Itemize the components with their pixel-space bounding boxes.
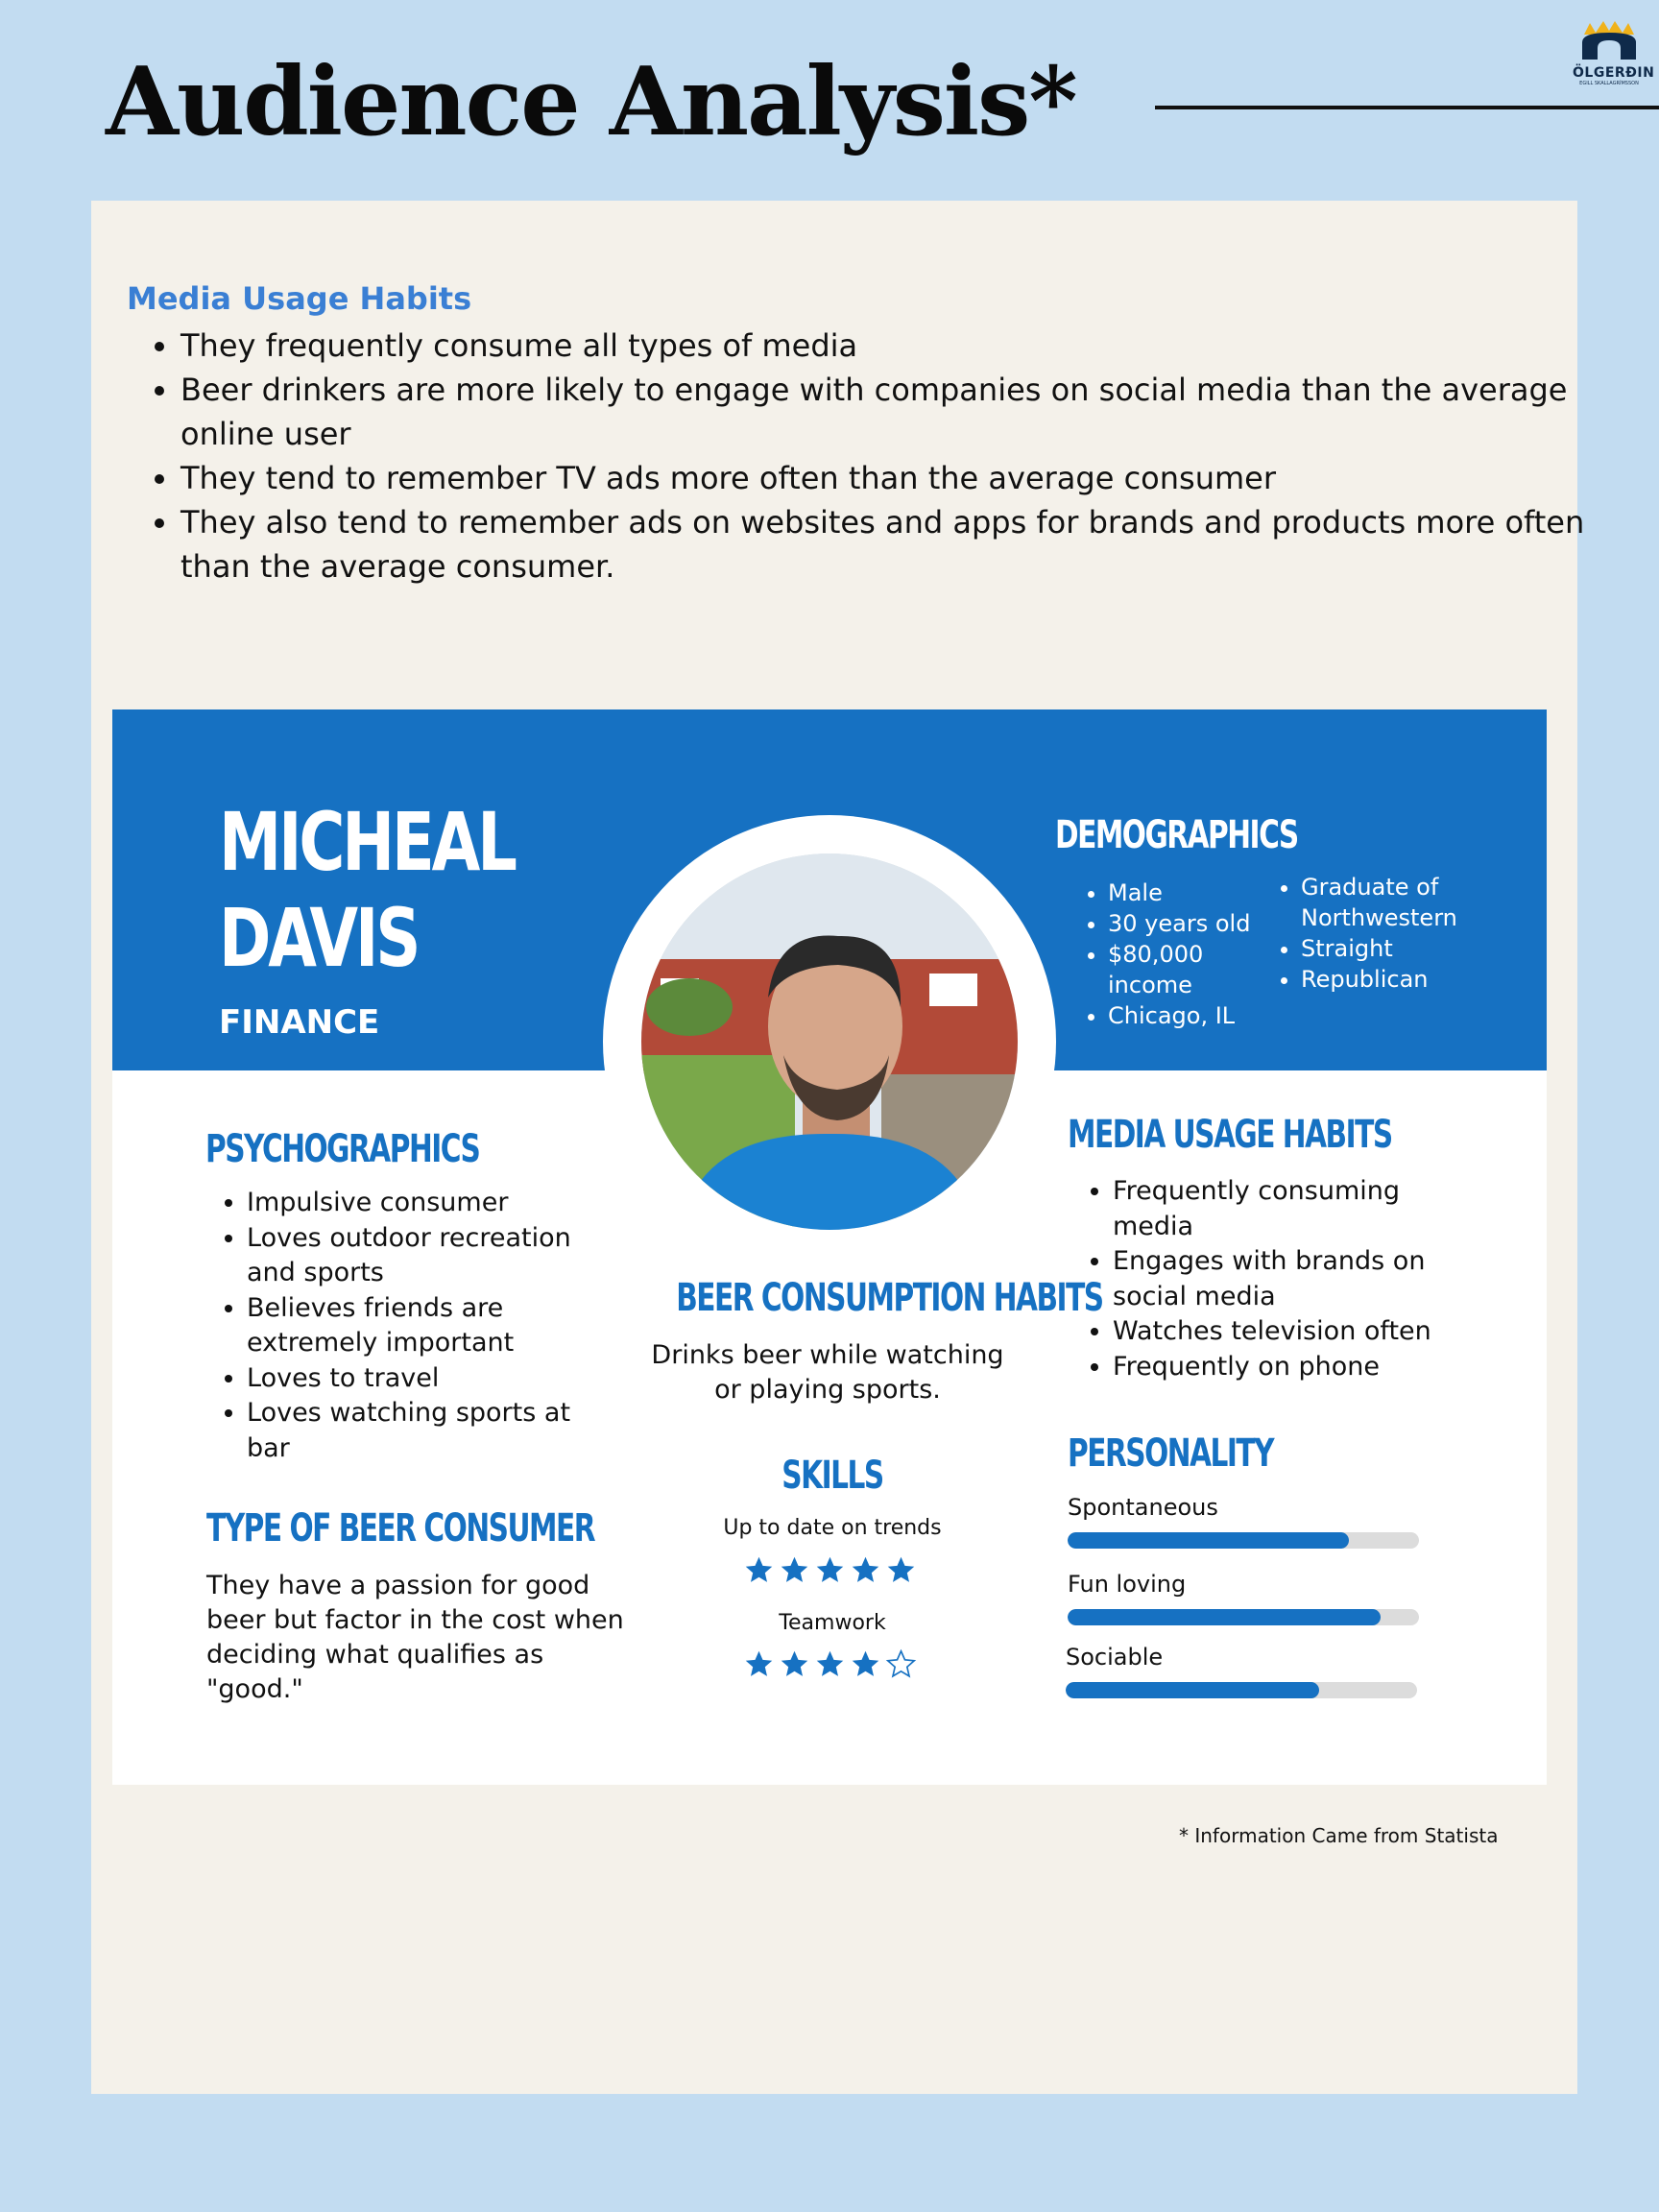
list-item: • Straight [1301, 933, 1493, 964]
crown-arch-icon [1578, 21, 1640, 60]
trait-label: Spontaneous [1068, 1494, 1218, 1521]
list-item: • Believes friends are extremely important [247, 1291, 612, 1361]
list-item: • They frequently consume all types of media [180, 324, 1601, 368]
trait-bar-fill [1068, 1532, 1349, 1549]
content-card [91, 201, 1585, 2094]
list-item: • Watches television often [1113, 1314, 1458, 1350]
persona-card [112, 709, 1547, 1785]
list-item: • Frequently on phone [1113, 1350, 1458, 1385]
trait-bar [1068, 1609, 1419, 1625]
beer-habits-heading: BEER CONSUMPTION HABITS [676, 1276, 1103, 1320]
star-filled-icon [743, 1648, 775, 1680]
persona-media-list [1074, 1174, 1458, 1384]
list-item: • Beer drinkers are more likely to engage with companies on social media than the average online user [180, 368, 1601, 456]
persona-occupation: FINANCE [219, 1003, 380, 1042]
list-item: • Graduate of Northwestern [1301, 872, 1493, 933]
persona-media-heading: MEDIA USAGE HABITS [1068, 1113, 1392, 1157]
skills-heading: SKILLS [781, 1454, 883, 1498]
star-filled-icon [779, 1648, 810, 1680]
psychographics-heading: PSYCHOGRAPHICS [205, 1127, 480, 1171]
personality-heading: PERSONALITY [1068, 1431, 1274, 1476]
trait-label: Sociable [1066, 1644, 1164, 1671]
star-filled-icon [779, 1554, 810, 1586]
persona-name [219, 794, 515, 986]
logo-subtitle: EGILL SKALLAGRÍMSSON [1579, 81, 1639, 86]
consumer-type-text: They have a passion for good beer but factor in the cost when deciding what qualifies as "good." [206, 1571, 624, 1704]
skill-label: Teamwork [779, 1611, 886, 1635]
portrait-photo [641, 854, 1018, 1230]
beer-habits-text: Drinks beer while watching or playing sports. [651, 1340, 1004, 1405]
psychographics-list [208, 1186, 612, 1466]
star-filled-icon [814, 1648, 846, 1680]
list-item: • 30 years old [1108, 908, 1271, 939]
trait-label: Fun loving [1068, 1571, 1187, 1598]
list-item: • Loves watching sports at bar [247, 1396, 612, 1466]
star-filled-icon [814, 1554, 846, 1586]
media-usage-heading: Media Usage Habits [127, 280, 472, 317]
list-item: • Frequently consuming media [1113, 1174, 1458, 1244]
star-outline-icon [885, 1648, 917, 1680]
title-divider [1155, 106, 1659, 109]
consumer-type-heading: TYPE OF BEER CONSUMER [206, 1506, 595, 1551]
list-item: • Engages with brands on social media [1113, 1244, 1458, 1314]
list-item: • Male [1108, 878, 1271, 908]
brand-logo [1573, 21, 1655, 86]
source-footnote: * Information Came from Statista [1179, 1824, 1499, 1847]
skill-rating-stars [743, 1648, 917, 1680]
logo-wordmark: ÖLGERÐIN [1573, 65, 1655, 81]
demographics-heading: DEMOGRAPHICS [1055, 813, 1298, 857]
list-item: • Loves to travel [247, 1361, 612, 1397]
star-filled-icon [743, 1554, 775, 1586]
star-filled-icon [885, 1554, 917, 1586]
portrait-illustration [641, 854, 1018, 1230]
list-item: • Impulsive consumer [247, 1186, 612, 1221]
list-item: • Chicago, IL [1108, 1000, 1271, 1031]
star-filled-icon [850, 1648, 881, 1680]
skill-rating-stars [743, 1554, 917, 1586]
demographics-list-2 [1270, 872, 1493, 995]
trait-bar-fill [1068, 1609, 1381, 1625]
list-item: • Loves outdoor recreation and sports [247, 1221, 612, 1291]
trait-bar [1066, 1682, 1417, 1698]
page-title: Audience Analysis* [106, 47, 1076, 157]
demographics-list-1 [1077, 878, 1271, 1031]
skill-label: Up to date on trends [723, 1516, 942, 1540]
trait-bar [1068, 1532, 1419, 1549]
list-item: • $80,000 income [1108, 939, 1271, 1000]
persona-first-name: MICHEAL [219, 795, 515, 889]
trait-bar-fill [1066, 1682, 1319, 1698]
list-item: • They tend to remember TV ads more often than the average consumer [180, 456, 1601, 500]
media-usage-list [127, 324, 1601, 589]
star-filled-icon [850, 1554, 881, 1586]
persona-last-name: DAVIS [219, 891, 419, 985]
list-item: • They also tend to remember ads on websites and apps for brands and products more often than the average consumer. [180, 500, 1601, 589]
list-item: • Republican [1301, 964, 1493, 995]
